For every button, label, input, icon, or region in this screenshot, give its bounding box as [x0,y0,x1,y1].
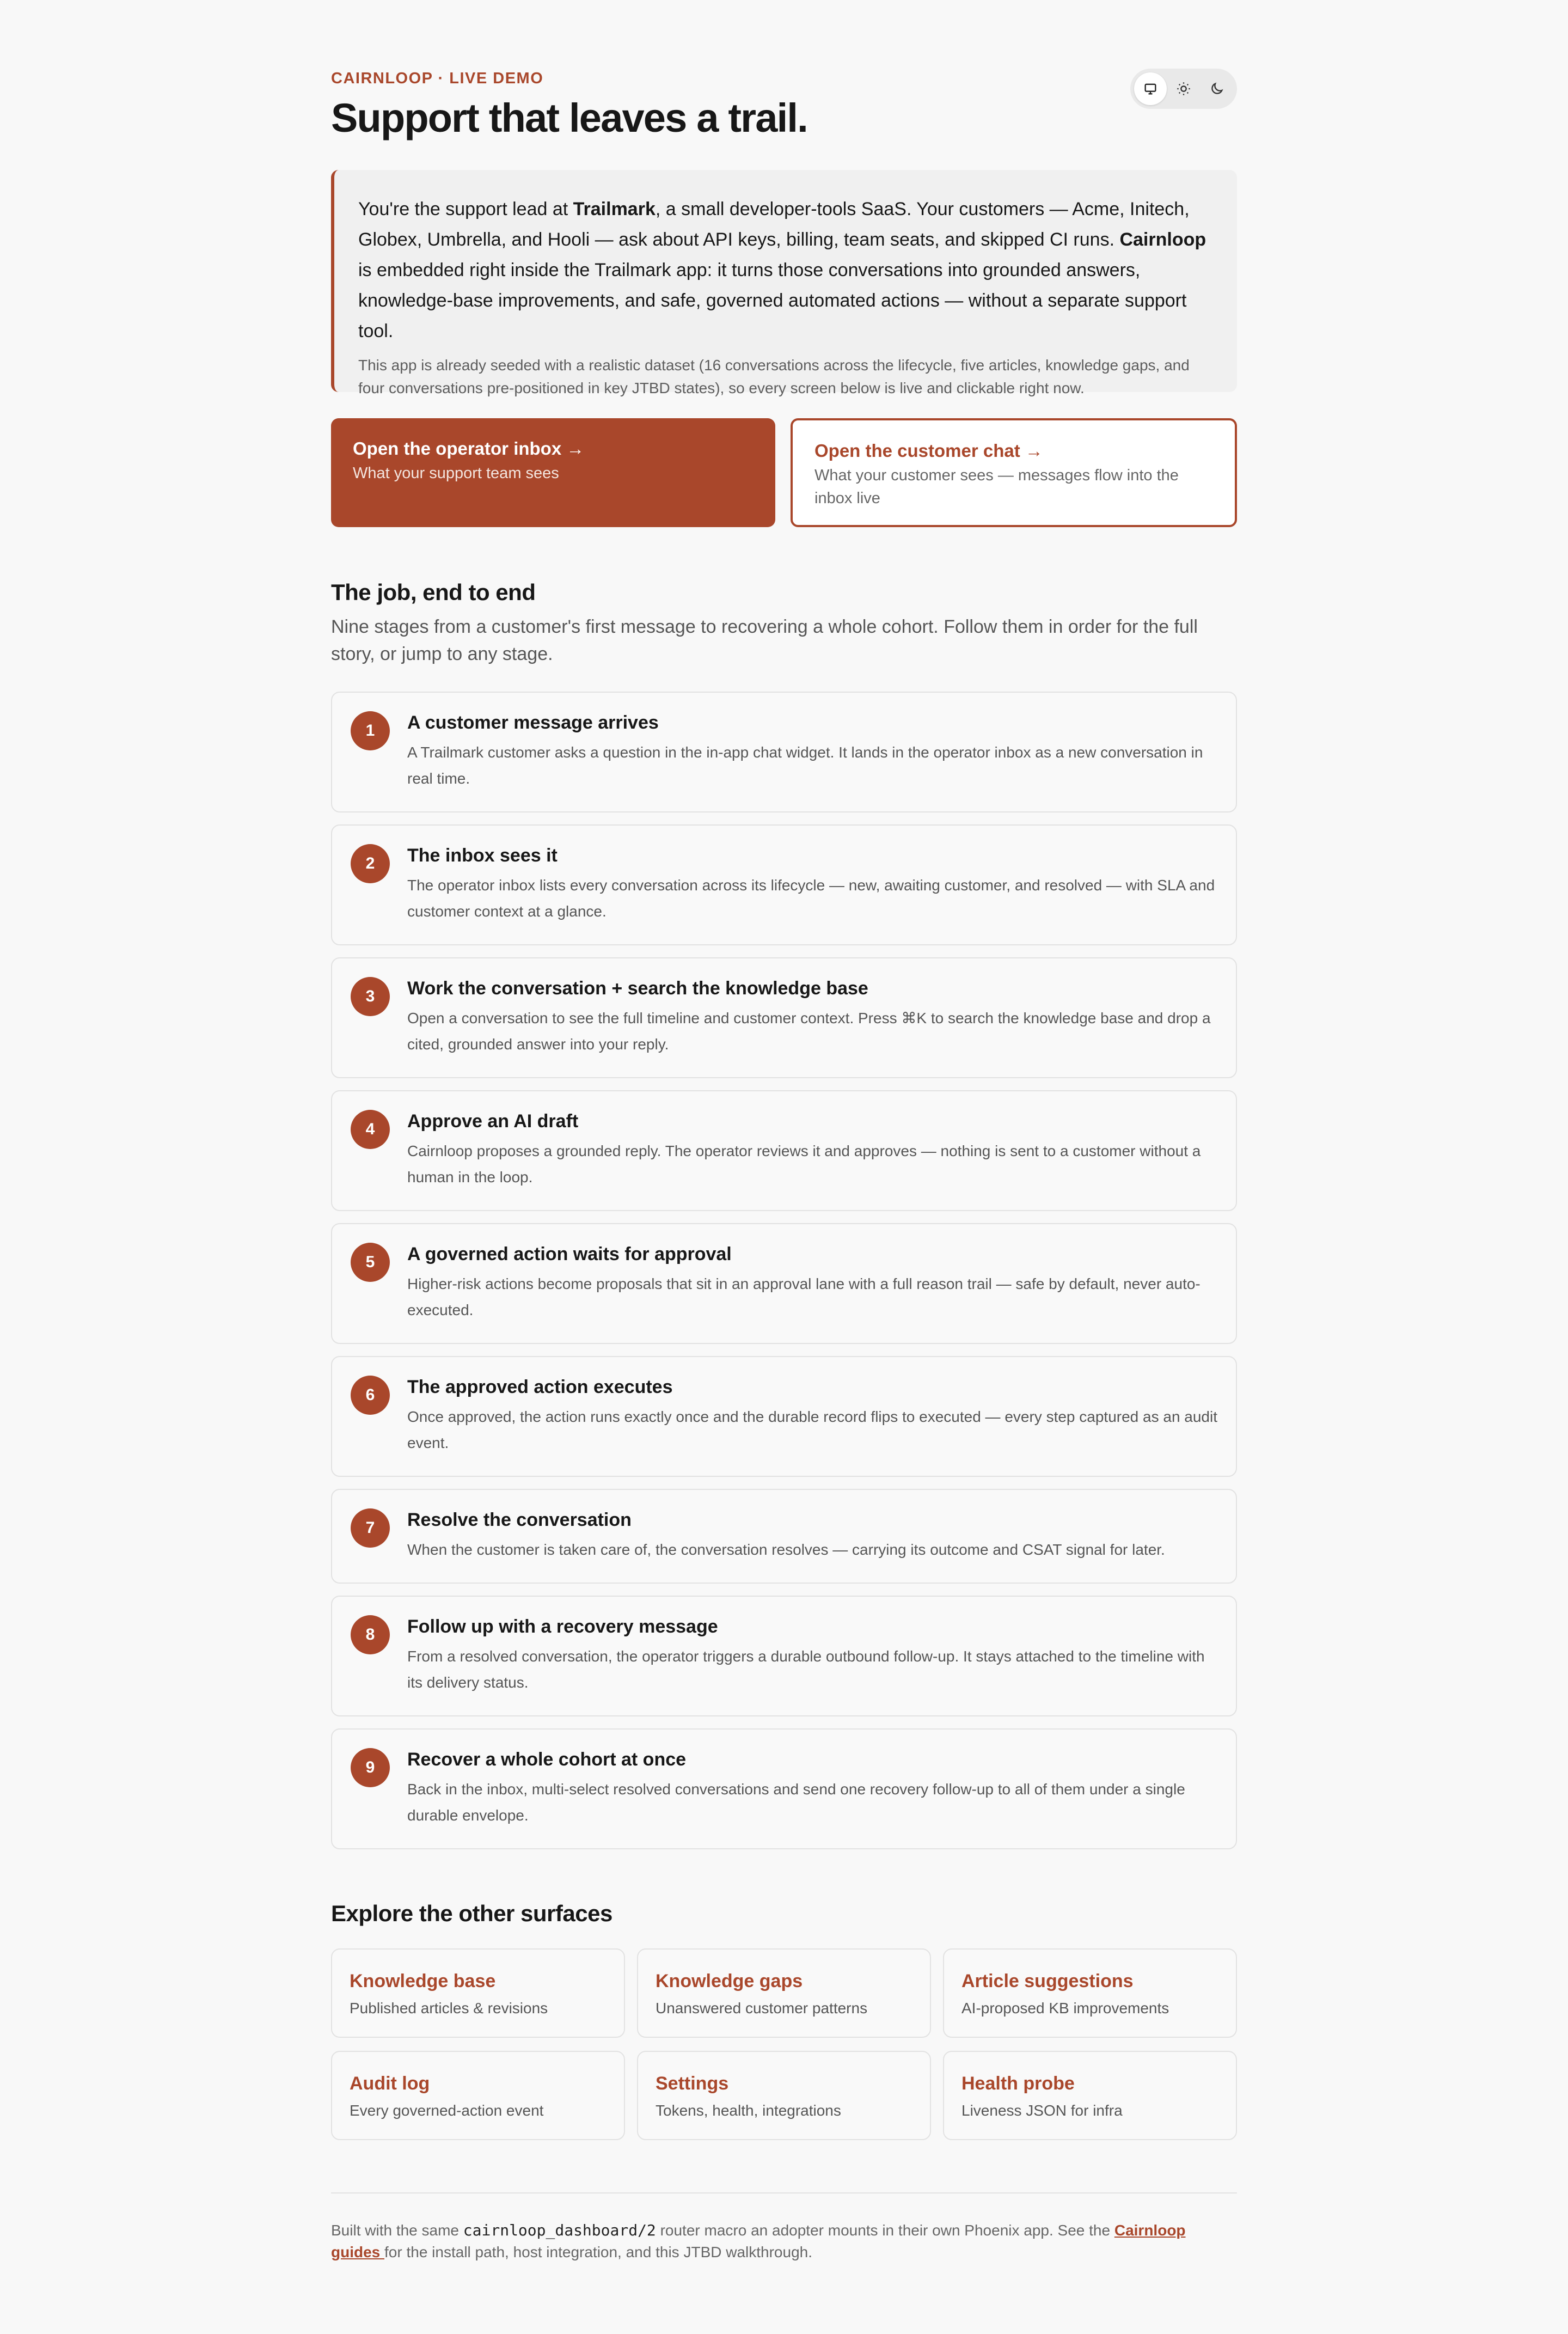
surface-health-probe-link[interactable] [943,2051,1237,2140]
intro-main-text [358,194,1211,346]
footer-text-part: router macro an adopter mounts in their own Phoenix app. See the [656,2222,1114,2239]
stage-card[interactable] [331,1356,1237,1477]
surface-title: Audit log [350,2073,430,2094]
cta-title: Open the operator inbox → [353,438,585,459]
job-description: Nine stages from a customer's first message to recovering a whole cohort. Follow them in order for the full story, or jump to any stage. [331,616,1198,664]
footer-divider [331,2192,1237,2194]
surfaces-heading: Explore the other surfaces [331,1901,612,1926]
intro-brand: Trailmark [573,199,656,219]
footer-text-part: for the install path, host integration, and this JTBD walkthrough. [384,2244,812,2260]
surface-description: Every governed-action event [350,2102,544,2119]
stage-number: 1 [351,711,390,750]
stage-number: 3 [351,977,390,1016]
intro-product: Cairnloop [1119,229,1206,250]
stage-description: Open a conversation to see the full timeline and customer context. Press ⌘K to search the knowledge base and drop a cited, grounded answer into your reply. [407,1010,1211,1053]
stage-number: 7 [351,1508,390,1548]
stage-title: A customer message arrives [407,712,659,733]
stage-description: From a resolved conversation, the operator triggers a durable outbound follow-up. It stays attached to the timeline with its delivery status. [407,1648,1205,1691]
system-icon [1143,81,1158,96]
surface-title: Knowledge base [350,1971,496,1991]
surface-title: Article suggestions [961,1971,1134,1991]
stage-card[interactable] [331,1596,1237,1716]
footer-text-part: Built with the same [331,2222,463,2239]
stage-card[interactable] [331,1223,1237,1344]
job-heading: The job, end to end [331,579,536,605]
stage-number: 4 [351,1110,390,1149]
stage-number: 6 [351,1376,390,1415]
cta-subtitle: What your support team sees [353,465,559,482]
stage-number: 9 [351,1748,390,1787]
stage-description: Higher-risk actions become proposals that sit in an approval lane with a full reason trail — safe by default, never auto-executed. [407,1275,1200,1318]
stage-description: Back in the inbox, multi-select resolved conversations and send one recovery follow-up to all of them under a single durable envelope. [407,1781,1185,1824]
intro-text-part: is embedded right inside the Trailmark app: it turns those conversations into grounded answers, knowledge-base improvements, and safe, governed automated actions — without a separate support tool. [358,260,1187,341]
stage-number: 8 [351,1615,390,1654]
footer-code: cairnloop_dashboard/2 [463,2221,656,2239]
stage-description: A Trailmark customer asks a question in the in-app chat widget. It lands in the operator inbox as a new conversation in real time. [407,744,1203,787]
open-customer-chat-button[interactable] [791,418,1237,527]
stage-title: A governed action waits for approval [407,1244,732,1264]
surface-description: Published articles & revisions [350,2000,548,2017]
stage-number: 2 [351,844,390,883]
theme-dark-button[interactable] [1200,72,1233,105]
intro-text-part: You're the support lead at [358,199,573,219]
footer-text [331,2220,1237,2263]
surface-knowledge-base-link[interactable] [331,1948,625,2038]
stage-card[interactable] [331,824,1237,945]
surface-description: Unanswered customer patterns [656,2000,868,2017]
page-title: Support that leaves a trail. [331,95,807,140]
stage-title: The approved action executes [407,1377,673,1397]
stage-description: The operator inbox lists every conversation across its lifecycle — new, awaiting customer, and resolved — with SLA and customer context at a glance. [407,877,1215,920]
intro-text-part: , a small developer-tools SaaS. Your customers — Acme, Initech, Globex, Umbrella, and Hooli — ask about API keys, billing, team seats, and skipped CI runs. [358,199,1190,250]
stage-description: Once approved, the action runs exactly once and the durable record flips to executed — every step captured as an audit event. [407,1408,1218,1451]
stage-title: Recover a whole cohort at once [407,1749,687,1770]
theme-light-button[interactable] [1167,72,1200,105]
stage-title: Follow up with a recovery message [407,1616,718,1637]
surface-article-suggestions-link[interactable] [943,1948,1237,2038]
surface-audit-log-link[interactable] [331,2051,625,2140]
surface-title: Settings [656,2073,729,2094]
cta-subtitle: What your customer sees — messages flow into the inbox live [814,467,1179,507]
stage-card[interactable] [331,1489,1237,1584]
theme-toggle [1130,69,1237,109]
surface-title: Health probe [961,2073,1075,2094]
surface-settings-link[interactable] [637,2051,931,2140]
stage-title: Work the conversation + search the knowledge base [407,978,868,999]
stage-card[interactable] [331,692,1237,812]
surface-description: Tokens, health, integrations [656,2102,841,2119]
intro-callout [331,170,1237,396]
stage-title: Resolve the conversation [407,1510,632,1530]
sun-icon [1176,81,1191,96]
stage-number: 5 [351,1243,390,1282]
surface-description: AI-proposed KB improvements [961,2000,1169,2017]
stage-description: Cairnloop proposes a grounded reply. The operator reviews it and approves — nothing is sent to a customer without a human in the loop. [407,1142,1201,1186]
surface-title: Knowledge gaps [656,1971,803,1991]
stage-card[interactable] [331,1728,1237,1849]
stage-card[interactable] [331,957,1237,1078]
moon-icon [1209,81,1224,96]
cairnloop-guides-link[interactable]: Cairnloop guides [331,2222,1186,2260]
open-operator-inbox-button[interactable] [331,418,775,527]
stage-title: The inbox sees it [407,845,558,866]
eyebrow: CAIRNLOOP · LIVE DEMO [331,70,544,87]
intro-sub-text: This app is already seeded with a realistic dataset (16 conversations across the lifecycle, five articles, knowledge gaps, and four conversations pre-positioned in key JTBD states), so every screen below is live and clickable right now. [358,357,1190,396]
surface-description: Liveness JSON for infra [961,2102,1123,2119]
stage-card[interactable] [331,1090,1237,1211]
stage-description: When the customer is taken care of, the conversation resolves — carrying its outcome and CSAT signal for later. [407,1541,1165,1558]
surface-knowledge-gaps-link[interactable] [637,1948,931,2038]
theme-system-button[interactable] [1134,72,1167,105]
stage-title: Approve an AI draft [407,1111,579,1132]
cta-title: Open the customer chat → [814,441,1043,461]
